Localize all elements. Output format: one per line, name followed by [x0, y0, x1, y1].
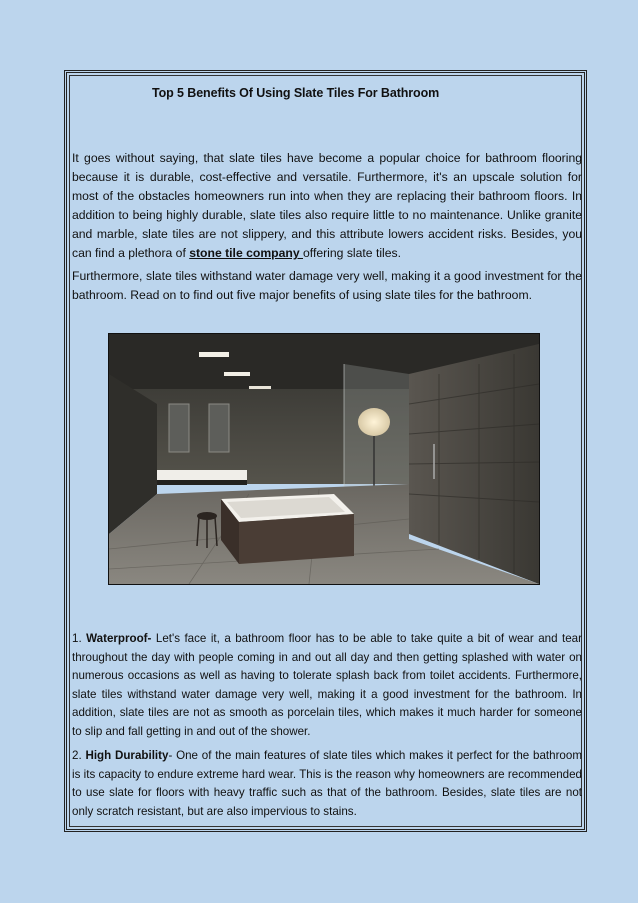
benefit-2 — [72, 747, 582, 821]
benefit-1-number: 1. — [72, 632, 82, 645]
benefit-1-text: Let's face it, a bathroom floor has to be able to take quite a bit of wear and tear throughout the day with people coming in and out all day and then getting splashed with water on numerous occasions as well as having to tolerate splash back from toilet accidents. Furthermore, slate tiles withstand water damage very well, making it a good investment for the bathroom. In addition, slate tiles are not as smooth as porcelain tiles, which makes it much harder for someone to slip and fall getting in and out of the shower. — [72, 632, 582, 738]
bathroom-illustration — [109, 334, 539, 584]
intro-section — [72, 149, 582, 309]
document-title: Top 5 Benefits Of Using Slate Tiles For Bathroom — [152, 86, 440, 100]
bathroom-photo — [108, 333, 540, 585]
intro-text-2: offering slate tiles. — [303, 246, 402, 260]
benefit-2-text: - One of the main features of slate tiles which makes it perfect for the bathroom is its capacity to endure extreme hard wear. This is the reason why homeowners are recommended to use slate for floors with heavy traffic such as that of the bathroom. Besides, slate tiles are not only scratch resistant, but are also impervious to stains. — [72, 749, 582, 818]
benefit-2-number: 2. — [72, 749, 82, 762]
benefit-2-heading: High Durability — [85, 749, 169, 762]
benefits-section — [72, 630, 582, 827]
stone-tile-company-link[interactable]: stone tile company — [189, 246, 303, 260]
benefit-1-heading: Waterproof- — [86, 632, 152, 645]
intro-paragraph-1 — [72, 149, 582, 263]
benefit-1 — [72, 630, 582, 741]
intro-paragraph-2: Furthermore, slate tiles withstand water damage very well, making it a good investment for the bathroom. Read on to find out five major benefits of using slate tiles for the bathroom. — [72, 269, 582, 302]
intro-text-1: It goes without saying, that slate tiles have become a popular choice for bathroom flooring because it is durable, cost-effective and versatile. Furthermore, it's an upscale solution for most of the obstacles homeowners run into when they are replacing their bathroom floors. In addition to being highly durable, slate tiles also require little to no maintenance. Unlike granite and marble, slate tiles are not slippery, and this attribute lowers accident risks. Besides, you can find a plethora of — [72, 151, 582, 260]
